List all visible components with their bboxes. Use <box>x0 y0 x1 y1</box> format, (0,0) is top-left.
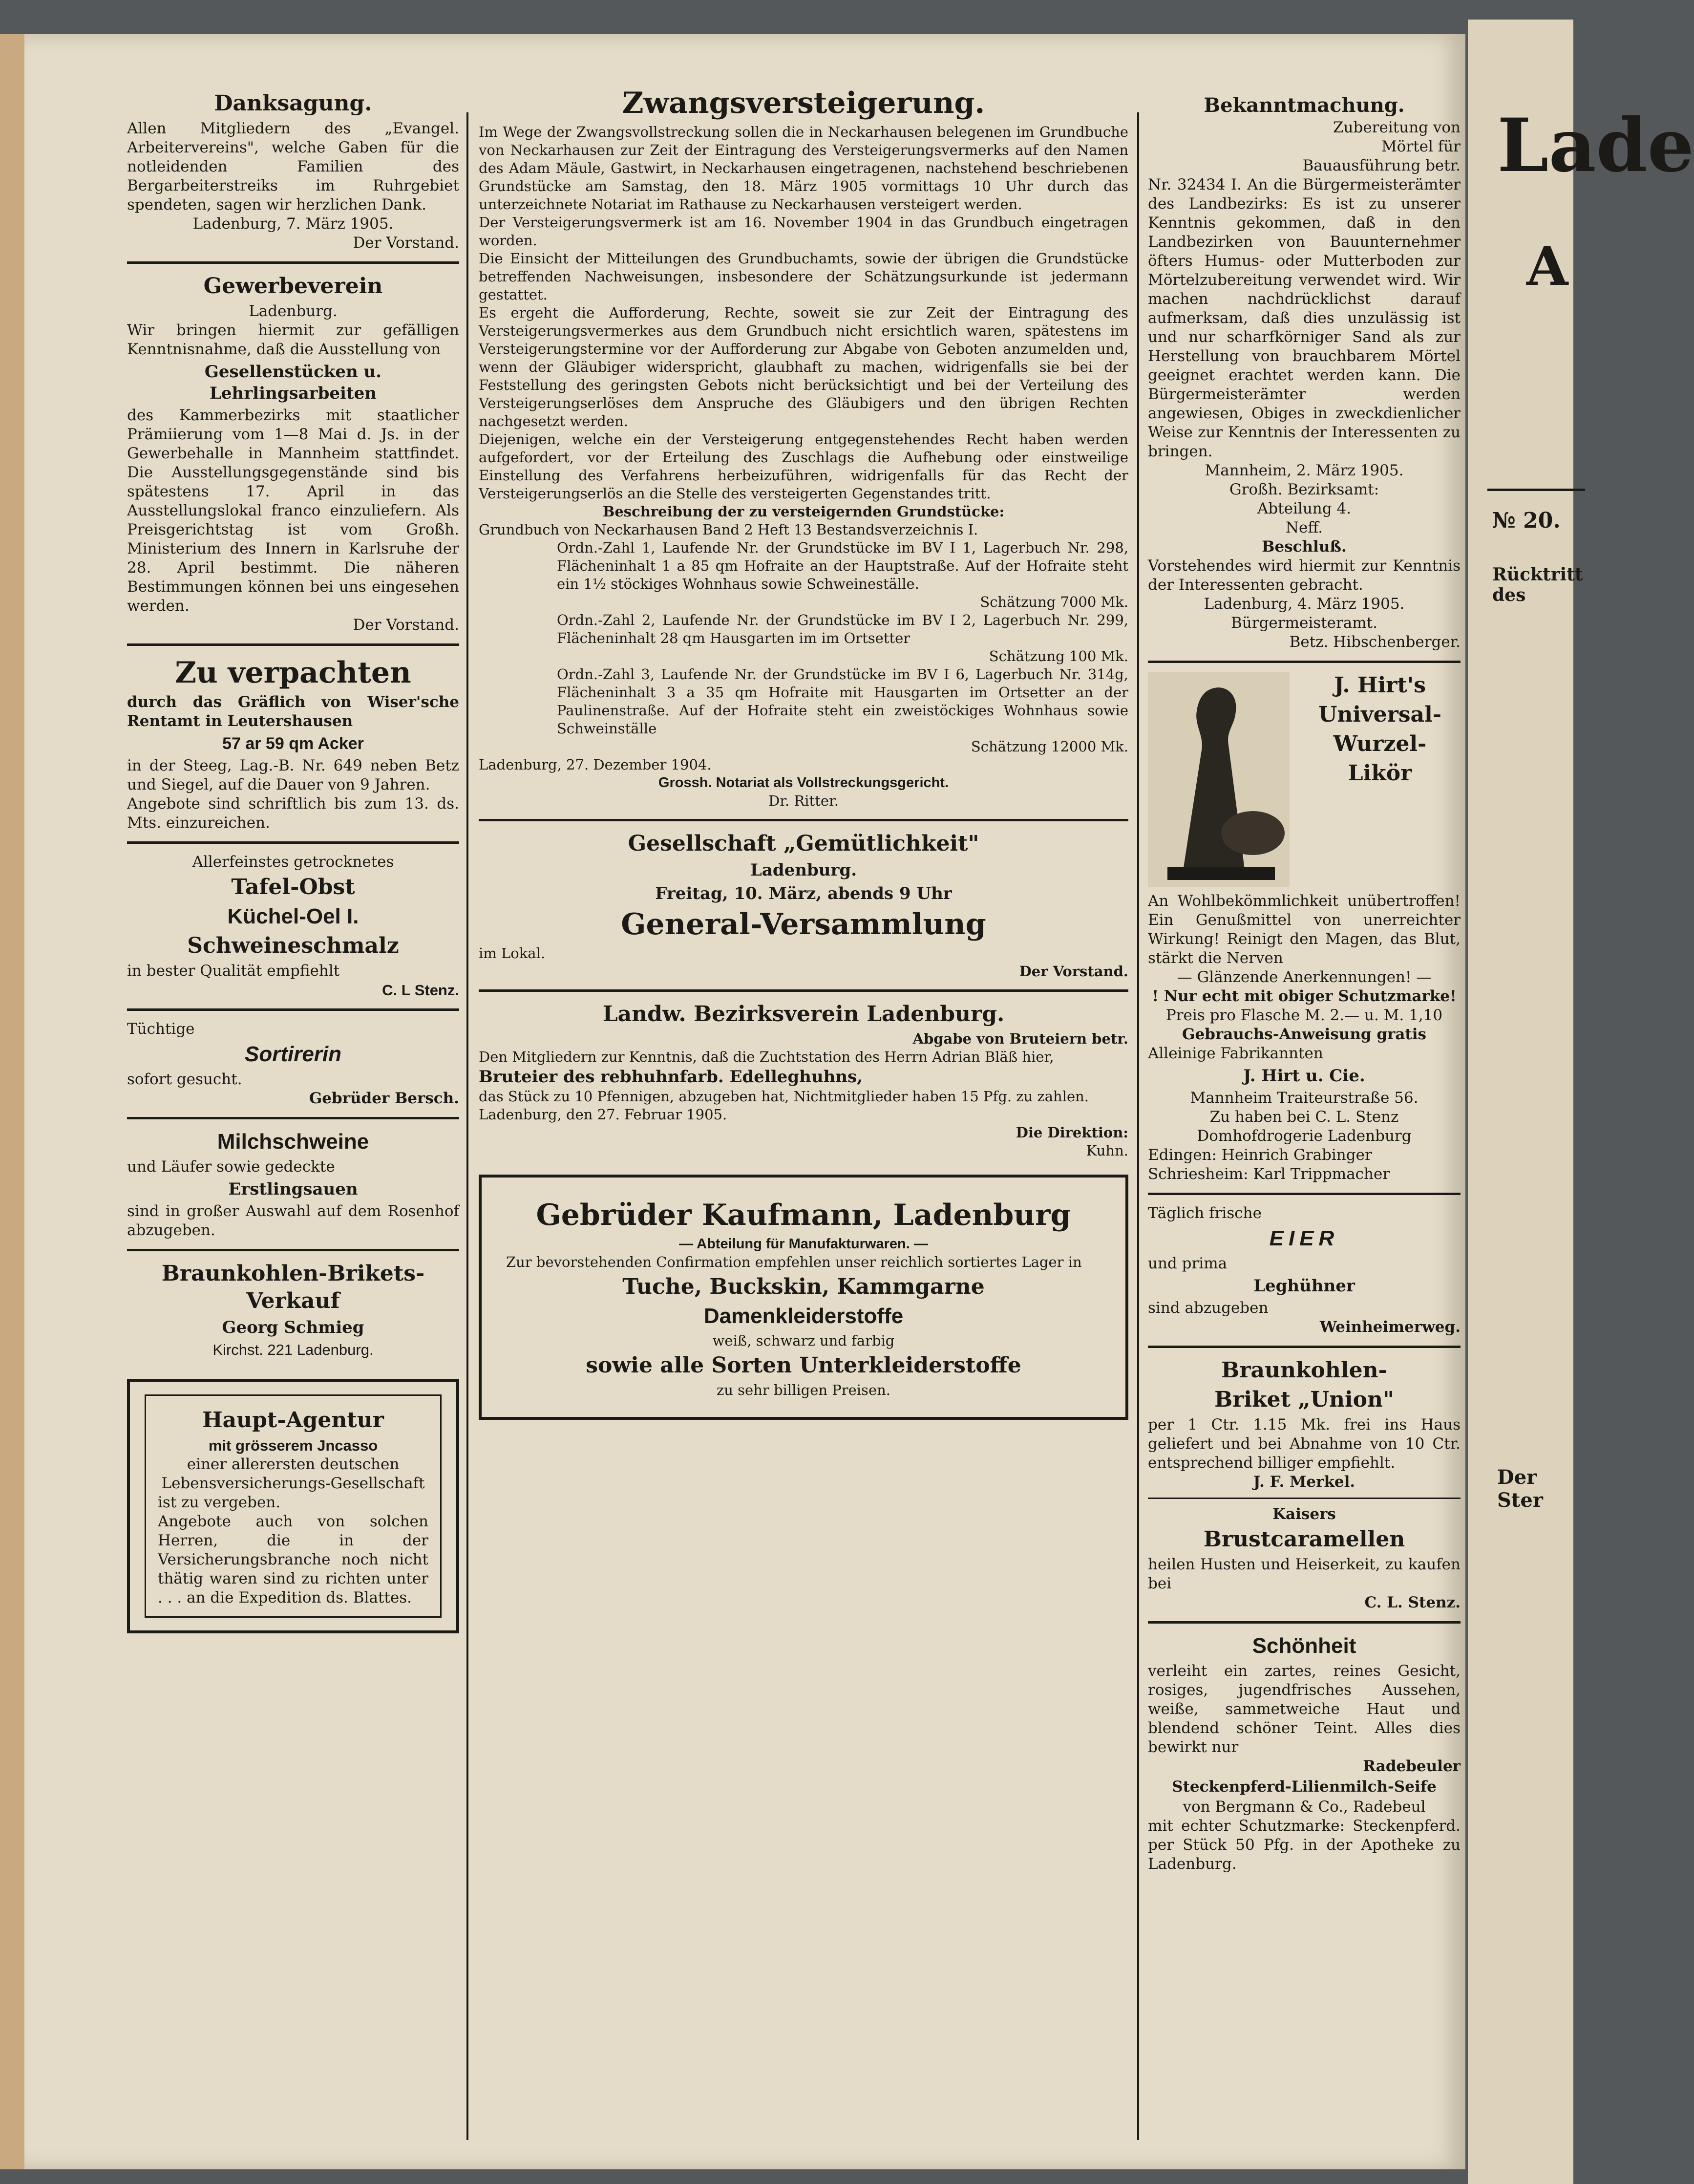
zwang-ad <box>479 85 1128 810</box>
gewerbeverein-body: des Kammerbezirks mit staatlicher Prämiierung vom 1—8 Mai d. Js. in der Gewerbehalle in Mannheim stattfindet. Die Ausstellungsgegenstände sind bis spätestens 17. April in das Ausstellungslokal franco einzuliefern. Als Preisgerichtstag ist vom Großh. Ministerium des Innern in Karlsruhe der 28. April bestimmt. Die näheren Bestimmungen können bei uns eingesehen werden. <box>127 407 459 615</box>
brikets1-name: Georg Schmieg <box>222 1318 364 1337</box>
zwang-date: Ladenburg, 27. Dezember 1904. <box>479 756 712 773</box>
zwang-item2: Ordn.-Zahl 2, Laufende Nr. der Grundstücke im BV I 2, Lagerbuch Nr. 299, Flächeninhalt 28 qm Hausgarten im im Ortsetter <box>557 612 1128 646</box>
schoenheit-body2: mit echter Schutzmarke: Steckenpferd. per Stück 50 Pfg. in der Apotheke zu Ladenburg. <box>1148 1817 1461 1873</box>
landw-sign2: Kuhn. <box>1086 1142 1128 1159</box>
bekannt-office2: Bürgermeisteramt. <box>1231 614 1377 632</box>
divider <box>479 819 1128 821</box>
kaufmann-line3: weiß, schwarz und farbig <box>712 1332 895 1349</box>
kaufmann-ad <box>479 1175 1128 1420</box>
danksagung-body: Allen Mitgliedern des „Evangel. Arbeitervereins", welche Gaben für die notleidenden Familien des Bergarbeiterstreiks im Ruhrgebiet spendeten, sagen wir herzlichen Dank. <box>127 120 459 214</box>
danksagung-sign: Der Vorstand. <box>353 234 459 252</box>
eier-heading: Leghühner <box>1253 1276 1355 1296</box>
landw-title: Landw. Bezirksverein Ladenburg. <box>602 1002 1005 1027</box>
caramellen-title: Brustcaramellen <box>1203 1527 1405 1552</box>
kaufmann-title: Gebrüder Kaufmann, Ladenburg <box>536 1198 1071 1232</box>
kaufmann-price: zu sehr billigen Preisen. <box>716 1382 890 1398</box>
milch-heading: Erstlingsauen <box>228 1179 358 1199</box>
milch-title: Milchschweine <box>217 1130 369 1154</box>
hirt-maker-label: Alleinige Fabrikannten <box>1148 1045 1323 1062</box>
gemuetlichkeit-date: Freitag, 10. März, abends 9 Uhr <box>655 884 952 903</box>
hirt-addr: Mannheim Traiteurstraße 56. <box>1190 1089 1419 1107</box>
milch-body: sind in großer Auswahl auf dem Rosenhof abzugeben. <box>127 1202 459 1239</box>
gewerbeverein-title: Gewerbeverein <box>203 274 383 299</box>
hauptagentur-title: Haupt-Agentur <box>202 1408 384 1433</box>
landw-sign: Die Direktion: <box>1016 1124 1128 1141</box>
zwang-desc-title: Beschreibung der zu versteigernden Grundstücke: <box>602 503 1005 520</box>
bekannt-ad <box>1148 95 1461 652</box>
eier-and: und prima <box>1148 1255 1228 1272</box>
kaufmann-body: Zur bevorstehenden Confirmation empfehlen unser reichlich sortiertes Lager in <box>506 1254 1082 1270</box>
column-middle <box>479 83 1128 1420</box>
hirt-drog: Domhofdrogerie Ladenburg <box>1197 1127 1412 1145</box>
kaufmann-line1: Tuche, Buckskin, Kammgarne <box>622 1274 985 1299</box>
next-heading-2: Der Ster <box>1497 1466 1543 1512</box>
hirt-loc1: Edingen: Heinrich Grabinger <box>1148 1146 1372 1164</box>
bekannt-dept: Abteilung 4. <box>1257 500 1352 517</box>
bekannt-sign: Betz. Hibschenberger. <box>1289 633 1461 651</box>
zwang-item1: Ordn.-Zahl 1, Laufende Nr. der Grundstücke im BV I 1, Lagerbuch Nr. 298, Flächeninhalt 1 a 85 qm Hofraite an der Hauptstraße. Auf der Hofraite steht ein 1½ stöckiges Wohnhaus sowie Schweineställe. <box>557 539 1128 592</box>
zwang-sign2: Dr. Ritter. <box>768 792 839 809</box>
schoenheit-title: Schönheit <box>1252 1634 1356 1658</box>
obst-line1: Tafel-Obst <box>231 875 355 899</box>
gewerbeverein-intro: Wir bringen hiermit zur gefälligen Kenntnisnahme, daß die Ausstellung von <box>127 321 459 358</box>
sortiererin-title: Sortirerin <box>244 1042 342 1066</box>
divider <box>1148 661 1461 663</box>
divider <box>127 1249 459 1251</box>
schoenheit-body: verleiht ein zartes, reines Gesicht, rosiges, jugendfrisches Aussehen, weiße, sammetweiche Haut und blendend schöner Teint. Alles dies bewirkt nur <box>1148 1662 1461 1756</box>
verpachten-by: durch das Gräflich von Wiser'sche Rentamt in Leutershausen <box>127 693 459 730</box>
divider <box>1148 1346 1461 1348</box>
caramellen-body: heilen Husten und Heiserkeit, zu kaufen bei <box>1148 1556 1461 1592</box>
gemuetlichkeit-where: im Lokal. <box>479 945 546 962</box>
gewerbeverein-heading: Gesellenstücken u. Lehrlingsarbeiten <box>204 362 382 403</box>
verpachten-title: Zu verpachten <box>175 656 411 690</box>
hirt-line2: Wurzel- <box>1333 731 1427 756</box>
zwang-p3: Die Einsicht der Mitteilungen des Grundbuchamts, sowie der übrigen die Grundstücke betreffenden Nachweisungen, insbesondere der Schätzungsurkunde ist jedermann gestattet. <box>479 250 1128 303</box>
next-heading-1: Rücktritt des <box>1492 564 1583 605</box>
hirt-line1: Universal- <box>1318 702 1442 727</box>
hauptagentur-body4: Angebote auch von solchen Herren, die in der Versicherungsbranche noch nicht thätig waren sind zu richten unter . . . an die Expedition ds. Blattes. <box>158 1513 428 1606</box>
verpachten-ad <box>127 655 459 833</box>
obst-ad <box>127 853 459 1000</box>
sortiererin-pre: Tüchtige <box>127 1020 195 1038</box>
brikets1-ad <box>127 1260 459 1359</box>
page-edge <box>0 34 24 2169</box>
divider <box>1148 1193 1461 1195</box>
eier-pre: Täglich frische <box>1148 1204 1262 1222</box>
zwang-value2: Schätzung 100 Mk. <box>989 648 1128 664</box>
zwang-item3: Ordn.-Zahl 3, Laufende Nr. der Grundstücke im BV I 6, Lagerbuch Nr. 314g, Flächeninhalt 3 a 35 qm Hofraite mit Hausgarten im Ortsetter an der Paulinenstraße. Auf der Hofraite steht ein zweistöckiges Wohnhaus sowie Schweinställe <box>557 666 1128 737</box>
hauptagentur-ad <box>127 1379 459 1633</box>
milch-line1: und Läufer sowie gedeckte <box>127 1158 335 1176</box>
milch-ad <box>127 1128 459 1240</box>
hirt-instr: Gebrauchs-Anweisung gratis <box>1182 1026 1426 1043</box>
caramellen-sign: C. L. Stenz. <box>1364 1594 1461 1611</box>
schoenheit-product: Steckenpferd-Lilienmilch-Seife <box>1172 1778 1437 1796</box>
verpachten-area: 57 ar 59 qm Acker <box>222 734 364 753</box>
divider <box>127 1008 459 1011</box>
verpachten-body: in der Steeg, Lag.-B. Nr. 649 neben Betz und Siegel, auf die Dauer von 9 Jahren. <box>127 757 459 793</box>
hirt-title: J. Hirt's <box>1334 673 1426 698</box>
divider <box>127 261 459 264</box>
landw-sub: Abgabe von Bruteiern betr. <box>912 1030 1128 1047</box>
next-rule <box>1487 489 1585 491</box>
divider <box>1148 1621 1461 1624</box>
hauptagentur-inner <box>145 1394 442 1618</box>
zwang-sign: Grossh. Notariat als Vollstreckungsgericht. <box>658 775 949 791</box>
kaufmann-line2: Damenkleiderstoffe <box>703 1304 904 1328</box>
hirt-line3: Likör <box>1348 761 1412 786</box>
hirt-note2: ! Nur echt mit obiger Schutzmarke! <box>1152 987 1457 1005</box>
gemuetlichkeit-sign: Der Vorstand. <box>1019 963 1128 980</box>
kaufmann-sub: — Abteilung für Manufakturwaren. — <box>679 1236 928 1252</box>
zwang-p4: Es ergeht die Aufforderung, Rechte, soweit sie zur Zeit der Eintragung des Versteigerungsvermerkes aus dem Grundbuch nicht ersichtlich waren, spätestens im Versteigerungstermine vor der Aufforderung zur Abgabe von Geboten anzumelden und, wenn der Gläubiger widerspricht, glaubhaft zu machen, widrigenfalls sie bei der Feststellung des geringsten Gebots nicht berücksichtigt und bei der Verteilung des Versteigerungserlöses dem Anspruche des Gläubigers und den übrigen Rechten nachgesetzt werden. <box>479 304 1128 429</box>
obst-line2: Küchel-Oel I. <box>227 904 359 928</box>
newspaper-page <box>24 34 1465 2169</box>
hirt-price: Preis pro Flasche M. 2.— u. M. 1,10 <box>1165 1006 1443 1024</box>
verpachten-note: Angebote sind schriftlich bis zum 13. ds. Mts. einzureichen. <box>127 795 459 832</box>
landw-heading: Bruteier des rebhuhnfarb. Edelleghuhns, <box>479 1067 863 1087</box>
gemuetlichkeit-ad <box>479 830 1128 981</box>
hirt-note: — Glänzende Anerkennungen! — <box>1177 968 1432 986</box>
kaufmann-line4: sowie alle Sorten Unterkleiderstoffe <box>586 1353 1021 1378</box>
divider <box>127 1117 459 1119</box>
bekannt-beschluss: Beschluß. <box>1262 538 1347 556</box>
gemuetlichkeit-title: Gesellschaft „Gemütlichkeit" <box>628 831 979 856</box>
brikets2-title: Braunkohlen- <box>1221 1358 1387 1383</box>
bekannt-ref: Zubereitung von Mörtel für Bauausführung betr. <box>1302 119 1461 174</box>
landw-ad <box>479 1001 1128 1160</box>
zwang-value1: Schätzung 7000 Mk. <box>980 594 1128 610</box>
bekannt-date2: Ladenburg, 4. März 1905. <box>1204 595 1405 613</box>
danksagung-title: Danksagung. <box>214 91 372 116</box>
gewerbeverein-sign: Der Vorstand. <box>353 616 459 634</box>
brikets1-addr: Kirchst. 221 Ladenburg. <box>212 1341 374 1358</box>
hirt-body: An Wohlbekömmlichkeit unübertroffen! Ein Genußmittel von unerreichter Wirkung! Reinigt den Magen, das Blut, stärkt die Nerven <box>1148 892 1461 967</box>
hirt-loc2: Schriesheim: Karl Trippmacher <box>1148 1165 1390 1183</box>
obst-line3: Schweineschmalz <box>187 933 399 958</box>
eier-body: sind abzugeben <box>1148 1299 1269 1317</box>
hirt-ad <box>1148 672 1461 1184</box>
bekannt-date: Mannheim, 2. März 1905. <box>1205 462 1404 479</box>
eier-addr: Weinheimerweg. <box>1319 1318 1461 1336</box>
caramellen-ad <box>1148 1505 1461 1612</box>
column-rule-1 <box>466 112 468 2140</box>
obst-sign: C. L Stenz. <box>382 982 459 999</box>
hirt-maker: J. Hirt u. Cie. <box>1243 1066 1365 1086</box>
eier-title: EIER <box>1269 1226 1339 1250</box>
column-left <box>127 88 459 1633</box>
gewerbeverein-place: Ladenburg. <box>249 302 338 320</box>
zwang-desc-intro: Grundbuch von Neckarhausen Band 2 Heft 13 Bestandsverzeichnis I. <box>479 521 978 538</box>
zwang-p5: Diejenigen, welche ein der Versteigerung entgegenstehendes Recht haben werden aufgefordert, vor der Erteilung des Zuschlags die Aufhebung oder einstweilige Einstellung des Verfahrens herbeizuführen, widrigenfalls für das Recht der Versteigerungserlös an die Stelle des versteigerten Gegenstandes tritt. <box>479 431 1128 502</box>
landw-body1: Den Mitgliedern zur Kenntnis, daß die Zuchtstation des Herrn Adrian Bläß hier, <box>479 1049 1054 1065</box>
gemuetlichkeit-event: General-Versammlung <box>621 907 986 942</box>
obst-quality: in bester Qualität empfiehlt <box>127 962 340 980</box>
danksagung-ad <box>127 90 459 253</box>
divider <box>127 841 459 844</box>
brikets2-sign: J. F. Merkel. <box>1253 1473 1355 1491</box>
zwang-p2: Der Versteigerungsvermerk ist am 16. November 1904 in das Grundbuch eingetragen worden. <box>479 214 1128 249</box>
bekannt-title: Bekanntmachung. <box>1204 94 1405 117</box>
obst-pre: Allerfeinstes getrocknetes <box>192 853 394 871</box>
hauptagentur-body2: Lebensversicherungs-Gesellschaft <box>161 1475 425 1492</box>
hauptagentur-body1: einer allerersten deutschen <box>187 1456 400 1473</box>
next-masthead-2: A <box>1526 235 1568 298</box>
brikets2-ad <box>1148 1357 1461 1492</box>
zwang-title: Zwangsversteigerung. <box>622 86 985 120</box>
bekannt-name: Neff. <box>1285 519 1323 536</box>
hirt-sold: Zu haben bei C. L. Stenz <box>1209 1108 1399 1126</box>
bekannt-body: Nr. 32434 I. An die Bürgermeisterämter des Landbezirks: Es ist zu unserer Kenntnis gekommen, daß in den Landbezirken von Bauunternehmer öfters Humus- oder Mutterboden zur Mörtelzubereitung verwendet wird. Wir machen nachdrücklichst darauf aufmerksam, daß dies unzulässig ist und nur scharfkörniger Sand als zur Herstellung von brauchbarem Mörtel geeignet erachtet werden kann. Die Bürgermeisterämter werden angewiesen, Obiges in zweckdienlicher Weise zur Kenntnis der Interessenten zu bringen. <box>1148 176 1461 460</box>
sortiererin-ad <box>127 1020 459 1108</box>
zwang-p1: Im Wege der Zwangsvollstreckung sollen die in Neckarhausen belegenen im Grundbuche von Neckarhausen zur Zeit der Eintragung des Versteigerungsvermerks auf den Namen des Adam Mäule, Gastwirt, in Neckarhausen eingetragenen, nachstehend beschriebenen Grundstücke am Samstag, den 18. März 1905 vormittags 10 Uhr durch das unterzeichnete Notariat im Rathause zu Neckarhausen versteigert werden. <box>479 124 1128 213</box>
brikets2-sub: Briket „Union" <box>1214 1387 1394 1412</box>
eier-ad <box>1148 1204 1461 1337</box>
gemuetlichkeit-place: Ladenburg. <box>750 860 857 880</box>
next-issue-number: № 20. <box>1492 508 1561 533</box>
bekannt-office: Großh. Bezirksamt: <box>1229 481 1379 498</box>
sortiererin-body: sofort gesucht. <box>127 1071 242 1088</box>
bekannt-body2: Vorstehendes wird hiermit zur Kenntnis der Interessenten gebracht. <box>1148 557 1461 594</box>
column-right <box>1148 93 1461 1874</box>
divider <box>479 989 1128 992</box>
column-rule-2 <box>1137 112 1139 2140</box>
hirt-trademark-illustration <box>1148 672 1290 887</box>
danksagung-date: Ladenburg, 7. März 1905. <box>192 215 394 233</box>
brikets2-body: per 1 Ctr. 1.15 Mk. frei ins Haus geliefert und bei Abnahme von 10 Ctr. entsprechend billiger empfiehlt. <box>1148 1416 1461 1472</box>
caramellen-pre: Kaisers <box>1272 1505 1336 1523</box>
landw-body2: das Stück zu 10 Pfennigen, abzugeben hat, Nichtmitglieder haben 15 Pfg. zu zahlen. <box>479 1088 1089 1105</box>
schoenheit-maker: von Bergmann & Co., Radebeul <box>1183 1798 1426 1816</box>
landw-date: Ladenburg, den 27. Februar 1905. <box>479 1106 727 1123</box>
schoenheit-brand: Radebeuler <box>1363 1757 1461 1775</box>
hauptagentur-sub: mit grösserem Jncasso <box>208 1437 378 1454</box>
hauptagentur-body3: ist zu vergeben. <box>158 1494 281 1511</box>
next-masthead: Lade <box>1497 103 1694 189</box>
zwang-value3: Schätzung 12000 Mk. <box>971 738 1128 755</box>
divider <box>127 643 459 646</box>
schoenheit-ad <box>1148 1632 1461 1874</box>
divider <box>1148 1498 1461 1499</box>
sortiererin-sign: Gebrüder Bersch. <box>309 1090 459 1107</box>
brikets1-title: Braunkohlen-Brikets-Verkauf <box>161 1261 425 1313</box>
gewerbeverein-ad <box>127 273 459 635</box>
next-page-edge <box>1468 20 1694 2184</box>
